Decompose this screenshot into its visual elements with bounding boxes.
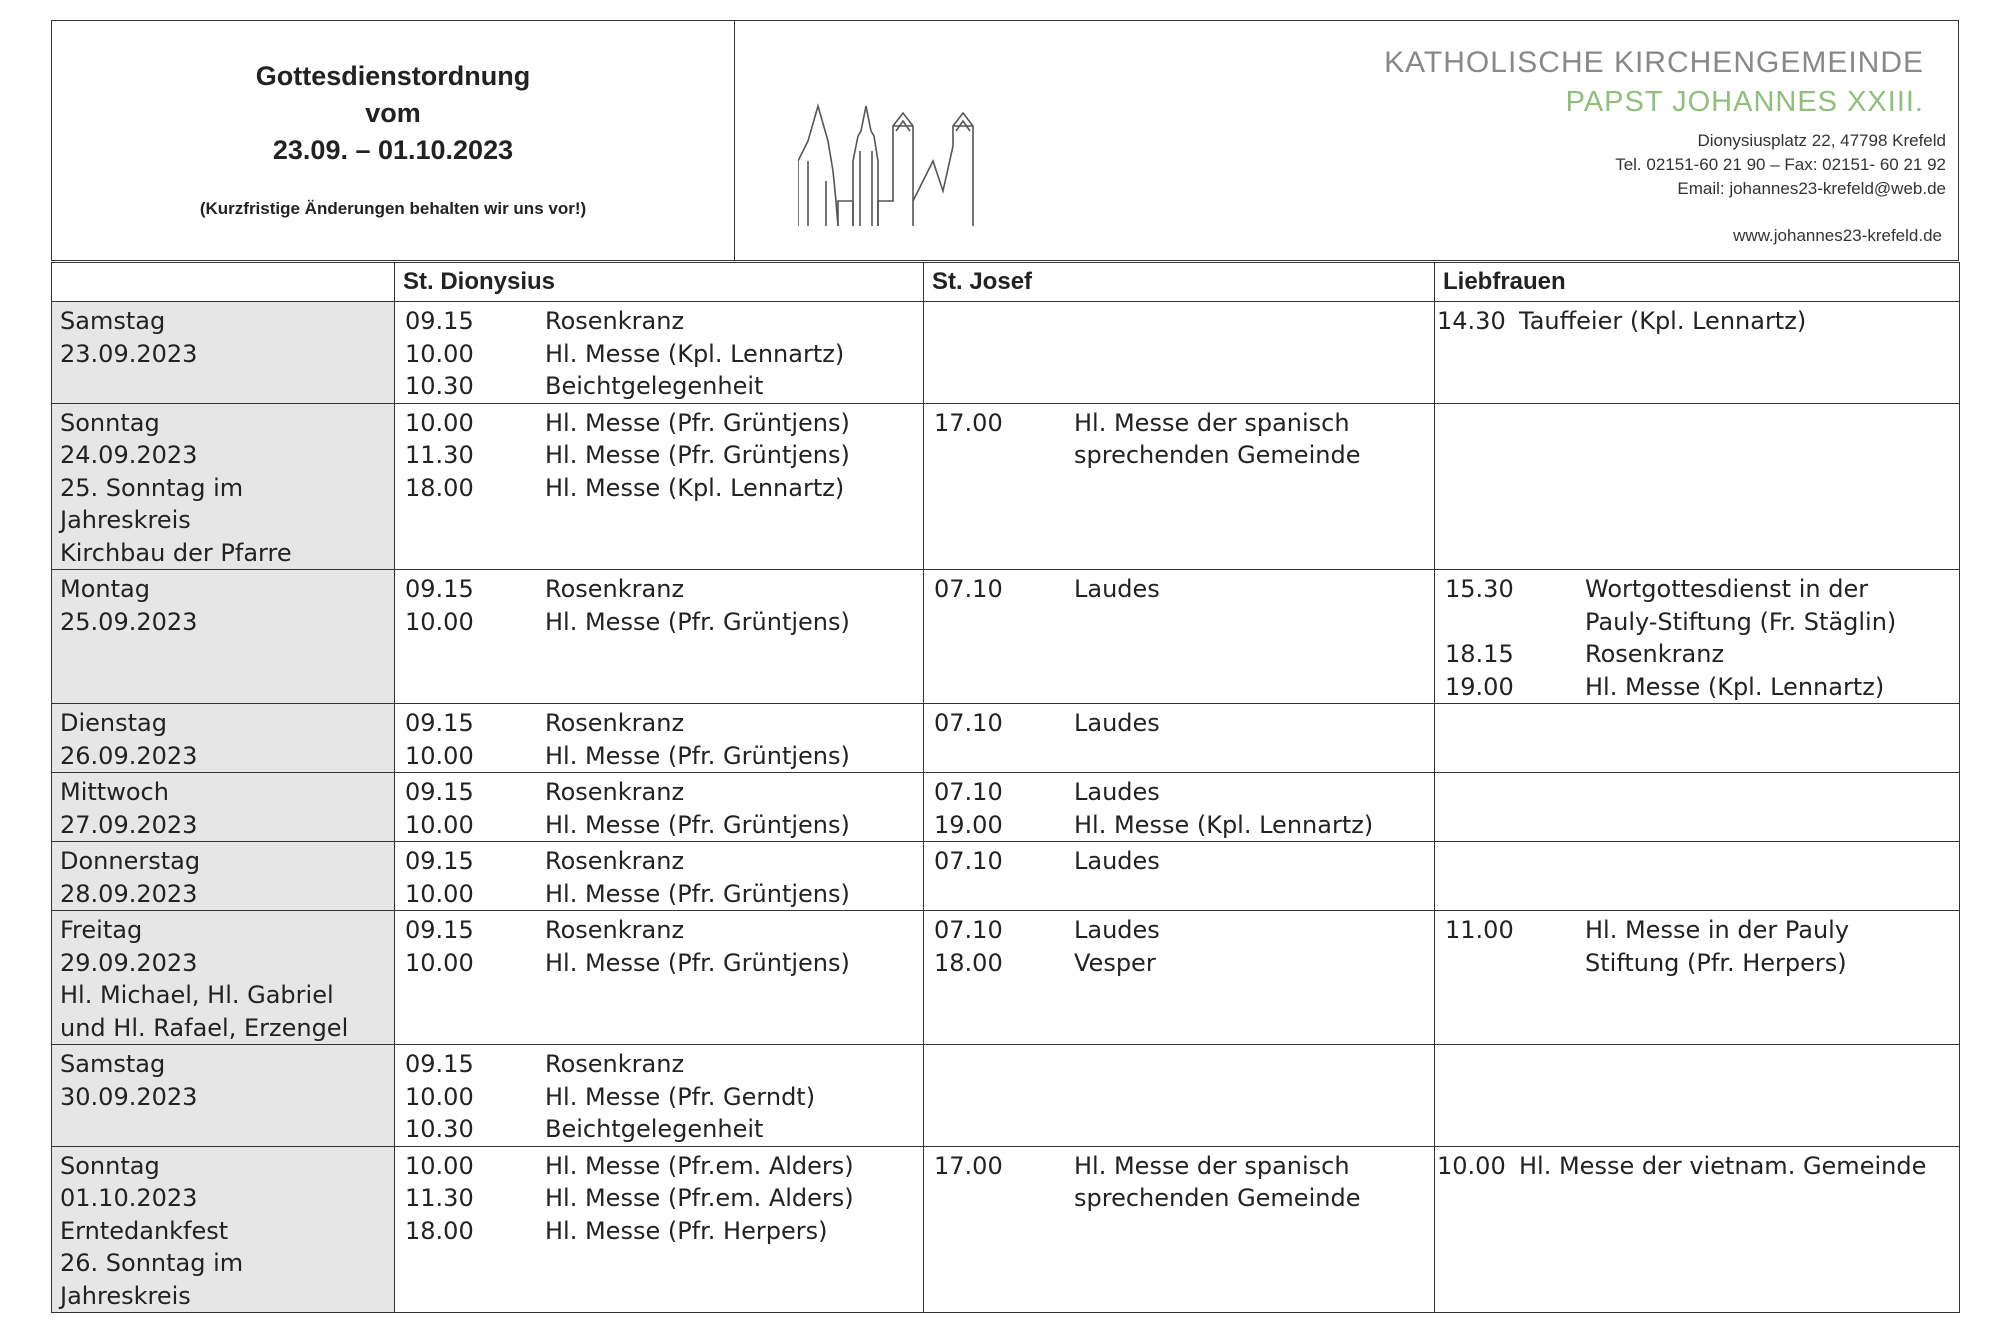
service-entry bbox=[1435, 305, 1959, 338]
service-entry bbox=[395, 1150, 923, 1183]
service-description: Rosenkranz bbox=[1585, 640, 1725, 668]
date-label: 26.09.2023 bbox=[60, 741, 198, 770]
service-time bbox=[924, 1182, 1074, 1215]
cell-liebfrauen bbox=[1435, 911, 1960, 1045]
service-description: Rosenkranz bbox=[545, 847, 685, 875]
service-entry bbox=[395, 776, 923, 809]
service-time: 10.00 bbox=[405, 607, 474, 636]
service-entry bbox=[395, 878, 923, 911]
service-time: 18.00 bbox=[405, 1216, 474, 1245]
service-time: 10.00 bbox=[405, 741, 474, 770]
service-entry bbox=[1435, 606, 1959, 639]
service-entry bbox=[395, 407, 923, 440]
cell-josef bbox=[924, 403, 1435, 570]
column-header-day bbox=[52, 263, 395, 302]
service-description: Wortgottesdienst in der bbox=[1585, 575, 1869, 603]
cell-dionysius bbox=[395, 302, 924, 404]
service-description: Hl. Messe (Pfr. Grüntjens) bbox=[545, 408, 850, 437]
cell-dionysius bbox=[395, 1045, 924, 1147]
weekday-label: Samstag bbox=[60, 1050, 166, 1078]
service-description: Hl. Messe in der Pauly bbox=[1585, 916, 1850, 944]
table-row bbox=[52, 403, 1960, 570]
title-block bbox=[52, 21, 734, 260]
cell-josef bbox=[924, 1045, 1435, 1147]
service-entry bbox=[1435, 638, 1959, 671]
service-entry bbox=[924, 914, 1434, 947]
weekday-label: Samstag bbox=[60, 307, 166, 335]
service-time: 10.00 bbox=[405, 879, 474, 908]
cell-josef bbox=[924, 704, 1435, 773]
service-description: Hl. Messe (Kpl. Lennartz) bbox=[1585, 672, 1885, 701]
date-label: 23.09.2023 bbox=[60, 339, 198, 368]
service-time: 10.00 bbox=[1437, 1151, 1506, 1180]
service-time: 10.00 bbox=[405, 948, 474, 977]
service-description: Beichtgelegenheit bbox=[545, 372, 764, 400]
service-description: Beichtgelegenheit bbox=[545, 1115, 764, 1143]
service-entry bbox=[395, 809, 923, 842]
service-description: Hl. Messe (Pfr. Grüntjens) bbox=[545, 948, 850, 977]
table-row bbox=[52, 911, 1960, 1045]
org-subname: PAPST JOHANNES XXIII. bbox=[1565, 86, 1924, 118]
date-label: 28.09.2023 bbox=[60, 879, 198, 908]
service-entry bbox=[924, 809, 1434, 842]
table-row bbox=[52, 302, 1960, 404]
service-description: Rosenkranz bbox=[545, 307, 685, 335]
date-label: 24.09.2023 bbox=[60, 441, 198, 469]
table-row bbox=[52, 1045, 1960, 1147]
feast-label: Jahreskreis bbox=[60, 506, 191, 534]
service-description: Laudes bbox=[1074, 778, 1160, 806]
service-time: 15.30 bbox=[1445, 575, 1514, 603]
day-cell bbox=[52, 773, 395, 842]
feast-label: Erntedankfest bbox=[60, 1216, 229, 1245]
service-description: Hl. Messe (Pfr.em. Alders) bbox=[545, 1151, 854, 1180]
cell-liebfrauen bbox=[1435, 570, 1960, 704]
cell-josef bbox=[924, 773, 1435, 842]
cell-dionysius bbox=[395, 570, 924, 704]
church-skyline-icon bbox=[798, 101, 1018, 231]
service-description: Hl. Messe der spanisch bbox=[1074, 408, 1350, 437]
weekday-label: Freitag bbox=[60, 916, 143, 944]
weekday-label: Sonntag bbox=[60, 408, 160, 437]
table-row bbox=[52, 773, 1960, 842]
service-time: 10.30 bbox=[405, 1115, 474, 1143]
day-cell bbox=[52, 570, 395, 704]
cell-dionysius bbox=[395, 704, 924, 773]
service-time: 10.00 bbox=[405, 1082, 474, 1111]
service-time: 18.15 bbox=[1445, 640, 1514, 668]
service-time bbox=[1435, 606, 1585, 639]
service-time: 09.15 bbox=[405, 847, 474, 875]
service-time: 17.00 bbox=[934, 408, 1003, 437]
cell-liebfrauen bbox=[1435, 704, 1960, 773]
cell-josef bbox=[924, 911, 1435, 1045]
schedule-body bbox=[52, 302, 1960, 1313]
service-description: Pauly-Stiftung (Fr. Stäglin) bbox=[1585, 607, 1897, 636]
service-time: 07.10 bbox=[934, 575, 1003, 603]
service-entry bbox=[395, 472, 923, 505]
cell-josef bbox=[924, 842, 1435, 911]
service-description: Laudes bbox=[1074, 709, 1160, 737]
cell-dionysius bbox=[395, 842, 924, 911]
table-row bbox=[52, 704, 1960, 773]
service-entry bbox=[924, 776, 1434, 809]
table-row bbox=[52, 1146, 1960, 1313]
day-cell bbox=[52, 403, 395, 570]
feast-label: Hl. Michael, Hl. Gabriel bbox=[60, 981, 334, 1009]
service-time: 09.15 bbox=[405, 575, 474, 603]
weekday-label: Donnerstag bbox=[60, 847, 201, 875]
service-entry bbox=[1435, 1150, 1959, 1183]
service-entry bbox=[395, 1113, 923, 1146]
service-description: Hl. Messe (Kpl. Lennartz) bbox=[545, 339, 845, 368]
service-entry bbox=[395, 439, 923, 472]
service-entry bbox=[924, 947, 1434, 980]
cell-liebfrauen bbox=[1435, 302, 1960, 404]
service-description: Laudes bbox=[1074, 575, 1160, 603]
service-description: Hl. Messe (Pfr. Herpers) bbox=[545, 1216, 828, 1245]
weekday-label: Mittwoch bbox=[60, 778, 169, 806]
service-time bbox=[924, 439, 1074, 472]
service-description: Hl. Messe der spanisch bbox=[1074, 1151, 1350, 1180]
service-entry bbox=[395, 707, 923, 740]
cell-dionysius bbox=[395, 403, 924, 570]
service-description: Rosenkranz bbox=[545, 575, 685, 603]
cell-liebfrauen bbox=[1435, 1146, 1960, 1313]
service-description: Hl. Messe (Pfr. Grüntjens) bbox=[545, 607, 850, 636]
table-header-row bbox=[52, 263, 1960, 302]
service-description: Laudes bbox=[1074, 916, 1160, 944]
service-entry bbox=[924, 707, 1434, 740]
service-entry bbox=[924, 1150, 1434, 1183]
phone-fax: Tel. 02151-60 21 90 – Fax: 02151- 60 21 92 bbox=[1615, 155, 1946, 174]
cell-josef bbox=[924, 302, 1435, 404]
service-time: 09.15 bbox=[405, 709, 474, 737]
day-cell bbox=[52, 1045, 395, 1147]
service-entry bbox=[924, 439, 1434, 472]
day-cell bbox=[52, 842, 395, 911]
service-entry bbox=[1435, 947, 1959, 980]
service-time: 11.00 bbox=[1445, 916, 1514, 944]
service-entry bbox=[395, 606, 923, 639]
service-time: 07.10 bbox=[934, 709, 1003, 737]
date-label: 30.09.2023 bbox=[60, 1082, 198, 1111]
table-row bbox=[52, 842, 1960, 911]
service-entry bbox=[395, 1215, 923, 1248]
service-entry bbox=[395, 338, 923, 371]
service-description: Rosenkranz bbox=[545, 1050, 685, 1078]
cell-dionysius bbox=[395, 911, 924, 1045]
feast-label: und Hl. Rafael, Erzengel bbox=[60, 1013, 349, 1042]
org-name: KATHOLISCHE KIRCHENGEMEINDE bbox=[1384, 46, 1924, 79]
weekday-label: Montag bbox=[60, 575, 150, 603]
service-entry bbox=[924, 845, 1434, 878]
service-description: Hl. Messe (Pfr.em. Alders) bbox=[545, 1184, 854, 1212]
feast-label: Kirchbau der Pfarre bbox=[60, 538, 292, 567]
service-description: Rosenkranz bbox=[545, 778, 685, 806]
day-cell bbox=[52, 704, 395, 773]
service-entry bbox=[395, 1182, 923, 1215]
website-link[interactable]: www.johannes23-krefeld.de bbox=[1733, 226, 1942, 245]
date-label: 29.09.2023 bbox=[60, 948, 198, 977]
service-entry bbox=[1435, 671, 1959, 704]
cell-josef bbox=[924, 1146, 1435, 1313]
service-description: Laudes bbox=[1074, 847, 1160, 875]
feast-label: 25. Sonntag im bbox=[60, 473, 244, 502]
service-time: 19.00 bbox=[934, 810, 1003, 839]
title-line: Gottesdienstordnung bbox=[255, 61, 531, 91]
service-time: 18.00 bbox=[934, 948, 1003, 977]
service-entry bbox=[924, 1182, 1434, 1215]
service-description: Hl. Messe (Kpl. Lennartz) bbox=[1074, 810, 1374, 839]
service-description: Hl. Messe (Pfr. Gerndt) bbox=[545, 1082, 816, 1111]
cell-liebfrauen bbox=[1435, 842, 1960, 911]
service-time: 10.00 bbox=[405, 1151, 474, 1180]
service-description: Hl. Messe (Pfr. Grüntjens) bbox=[545, 741, 850, 770]
day-cell bbox=[52, 1146, 395, 1313]
changes-note: (Kurzfristige Änderungen behalten wir uns vor!) bbox=[199, 199, 587, 218]
date-label: 27.09.2023 bbox=[60, 810, 198, 839]
table-row bbox=[52, 570, 1960, 704]
column-header-liebfrauen: Liebfrauen bbox=[1435, 263, 1960, 302]
day-cell bbox=[52, 911, 395, 1045]
service-time: 09.15 bbox=[405, 916, 474, 944]
service-entry bbox=[395, 1048, 923, 1081]
service-entry bbox=[1435, 573, 1959, 606]
service-description: Rosenkranz bbox=[545, 709, 685, 737]
document-header bbox=[51, 20, 1959, 261]
service-entry bbox=[395, 845, 923, 878]
service-time: 14.30 bbox=[1437, 307, 1506, 335]
cell-josef bbox=[924, 570, 1435, 704]
service-time: 09.15 bbox=[405, 307, 474, 335]
service-entry bbox=[395, 740, 923, 773]
service-time: 10.30 bbox=[405, 372, 474, 400]
title-line: vom bbox=[365, 98, 421, 128]
service-time: 11.30 bbox=[405, 1184, 474, 1212]
weekday-label: Dienstag bbox=[60, 709, 167, 737]
service-entry bbox=[395, 1081, 923, 1114]
title-lines bbox=[52, 58, 734, 169]
service-entry bbox=[395, 573, 923, 606]
address: Dionysiusplatz 22, 47798 Krefeld bbox=[1697, 131, 1946, 150]
service-description: sprechenden Gemeinde bbox=[1074, 441, 1361, 469]
column-header-st-dionysius: St. Dionysius bbox=[395, 263, 924, 302]
service-description: Hl. Messe (Pfr. Grüntjens) bbox=[545, 879, 850, 908]
service-description: Tauffeier (Kpl. Lennartz) bbox=[1519, 307, 1807, 335]
email: Email: johannes23-krefeld@web.de bbox=[1677, 179, 1946, 198]
service-description: Hl. Messe der vietnam. Gemeinde bbox=[1519, 1151, 1927, 1180]
service-time: 19.00 bbox=[1445, 672, 1514, 701]
service-description: Hl. Messe (Pfr. Grüntjens) bbox=[545, 810, 850, 839]
title-line: 23.09. – 01.10.2023 bbox=[272, 135, 514, 165]
weekday-label: Sonntag bbox=[60, 1151, 160, 1180]
feast-label: 26. Sonntag im bbox=[60, 1249, 244, 1277]
cell-dionysius bbox=[395, 1146, 924, 1313]
cell-liebfrauen bbox=[1435, 773, 1960, 842]
service-time: 11.30 bbox=[405, 441, 474, 469]
header-divider bbox=[734, 21, 735, 260]
feast-label: Jahreskreis bbox=[60, 1281, 191, 1310]
service-entry bbox=[1435, 914, 1959, 947]
cell-dionysius bbox=[395, 773, 924, 842]
service-entry bbox=[395, 947, 923, 980]
service-entry bbox=[395, 914, 923, 947]
column-header-st-josef: St. Josef bbox=[924, 263, 1435, 302]
service-description: Hl. Messe (Pfr. Grüntjens) bbox=[545, 441, 850, 469]
service-time bbox=[1435, 947, 1585, 980]
service-time: 07.10 bbox=[934, 916, 1003, 944]
date-label: 01.10.2023 bbox=[60, 1184, 198, 1212]
service-entry bbox=[395, 305, 923, 338]
service-entry bbox=[924, 407, 1434, 440]
service-time: 10.00 bbox=[405, 408, 474, 437]
service-time: 07.10 bbox=[934, 778, 1003, 806]
service-time: 17.00 bbox=[934, 1151, 1003, 1180]
service-entry bbox=[924, 573, 1434, 606]
service-time: 07.10 bbox=[934, 847, 1003, 875]
service-time: 18.00 bbox=[405, 473, 474, 502]
service-schedule-table bbox=[51, 262, 1960, 1313]
date-label: 25.09.2023 bbox=[60, 607, 198, 636]
service-description: Rosenkranz bbox=[545, 916, 685, 944]
service-description: Hl. Messe (Kpl. Lennartz) bbox=[545, 473, 845, 502]
service-time: 10.00 bbox=[405, 810, 474, 839]
service-time: 09.15 bbox=[405, 778, 474, 806]
service-description: Vesper bbox=[1074, 948, 1156, 977]
service-time: 09.15 bbox=[405, 1050, 474, 1078]
cell-liebfrauen bbox=[1435, 1045, 1960, 1147]
service-time: 10.00 bbox=[405, 339, 474, 368]
cell-liebfrauen bbox=[1435, 403, 1960, 570]
service-entry bbox=[395, 370, 923, 403]
day-cell bbox=[52, 302, 395, 404]
service-description: Stiftung (Pfr. Herpers) bbox=[1585, 948, 1847, 977]
service-description: sprechenden Gemeinde bbox=[1074, 1184, 1361, 1212]
